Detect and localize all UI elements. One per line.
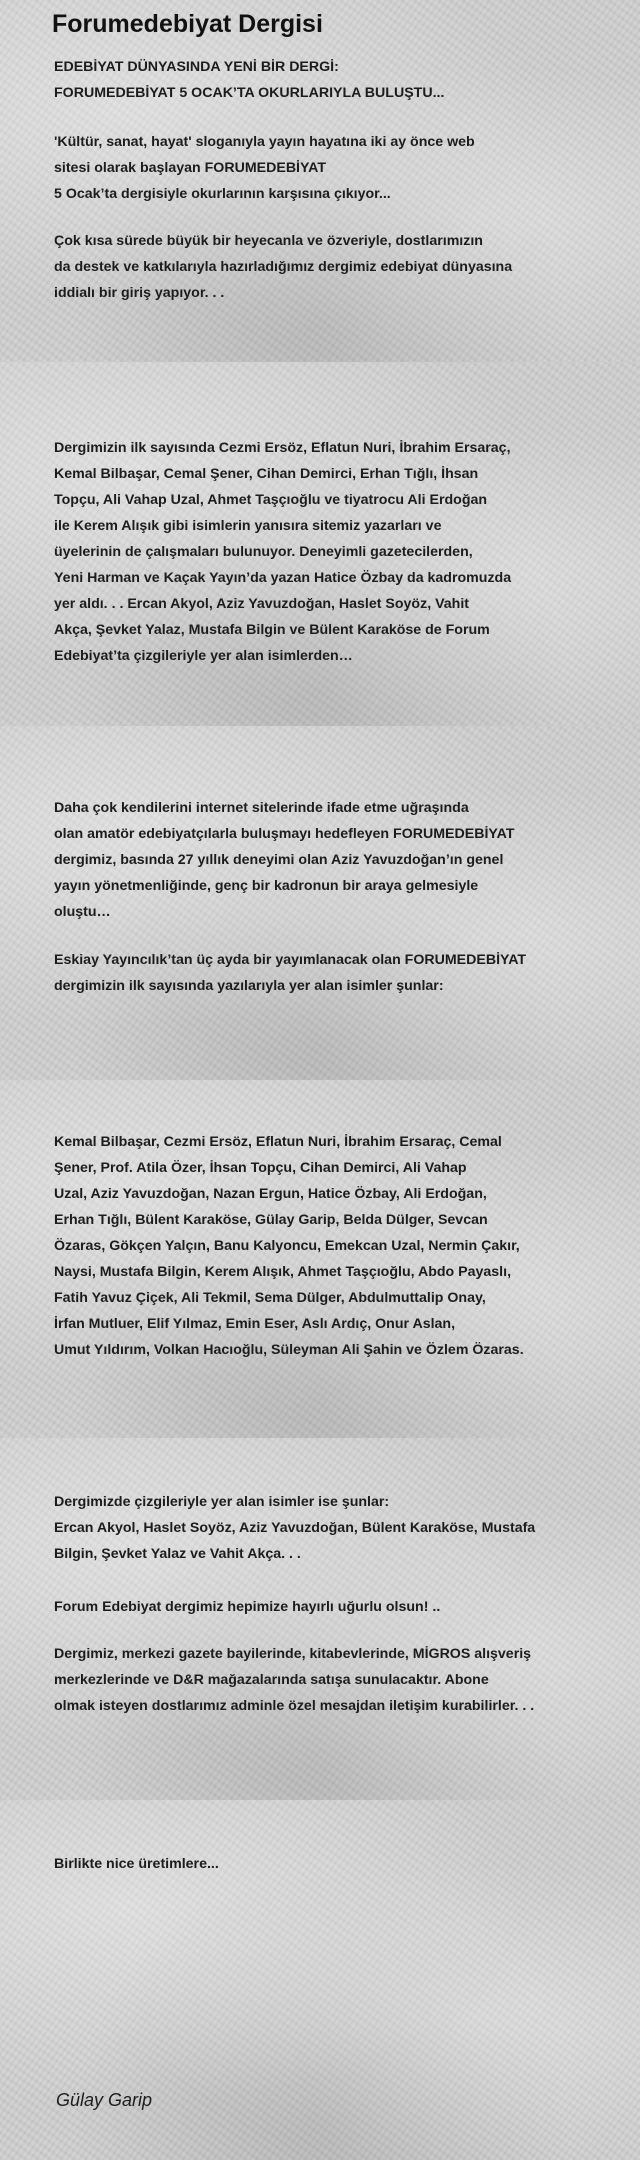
paragraph: Çok kısa sürede büyük bir heyecanla ve özveriyle, dostlarımızın da destek ve katkılarıyla hazırladığımız dergimiz edebiyat dünyasına iddialı bir giriş yapıyor. . . (54, 233, 513, 301)
paragraph: Forum Edebiyat dergimiz hepimize hayırlı uğurlu olsun! .. (54, 1599, 441, 1615)
closing-paragraph: Birlikte nice üretimlere... (54, 1856, 219, 1872)
paragraph: Dergimizin ilk sayısında Cezmi Ersöz, Eflatun Nuri, İbrahim Ersaraç, Kemal Bilbaşar, Cemal Şener, Cihan Demirci, Erhan Tığlı, İhsan Topçu, Ali Vahap Uzal, Ahmet Taşçıoğlu ve tiyatrocu Ali Erdoğan ile Kerem Alışık gibi isimlerin yanısıra sitemiz yazarları ve üyelerinin de çalışmaları bulunuyor. Deneyimli gazetecilerden, Yeni Harman ve Kaçak Yayın’da yazan Hatice Özbay da kadromuzda yer aldı. . . Ercan Akyol, Aziz Yavuzdoğan, Haslet Soyöz, Vahit Akça, Şevket Yalaz, Mustafa Bilgin ve Bülent Karaköse de Forum Edebiyat’ta çizgileriyle yer alan isimlerden… (54, 440, 512, 664)
page-title: Forumedebiyat Dergisi (52, 10, 323, 38)
author-signature: Gülay Garip (56, 2090, 153, 2110)
paragraph: Daha çok kendilerini internet sitelerinde ifade etme uğraşında olan amatör edebiyatçılarla buluşmayı hedefleyen FORUMEDEBİYAT dergimiz, basında 27 yıllık deneyimi olan Aziz Yavuzdoğan’ın genel yayın yönetmenliğinde, genç bir kadronun bir araya gelmesiyle oluştu… (54, 800, 515, 920)
illustrators-paragraph: Dergimizde çizgileriyle yer alan isimler ise şunlar: Ercan Akyol, Haslet Soyöz, Aziz Yavuzdoğan, Bülent Karaköse, Mustafa Bilgin, Şevket Yalaz ve Vahit Akça. . . (54, 1494, 536, 1562)
headline-paragraph: EDEBİYAT DÜNYASINDA YENİ BİR DERGİ: FORUMEDEBİYAT 5 OCAK’TA OKURLARIYLA BULUŞTU... (54, 59, 445, 101)
authors-list-paragraph: Kemal Bilbaşar, Cezmi Ersöz, Eflatun Nuri, İbrahim Ersaraç, Cemal Şener, Prof. Atila Özer, İhsan Topçu, Cihan Demirci, Ali Vahap Uzal, Aziz Yavuzdoğan, Nazan Ergun, Hatice Özbay, Ali Erdoğan, Erhan Tığlı, Bülent Karaköse, Gülay Garip, Belda Dülger, Sevcan Özaras, Gökçen Yalçın, Banu Kalyoncu, Emekcan Uzal, Nermin Çakır, Naysi, Mustafa Bilgin, Kerem Alışık, Ahmet Taşçıoğlu, Abdo Payaslı, Fatih Yavuz Çiçek, Ali Tekmil, Sema Dülger, Abdulmuttalip Onay, İrfan Mutluer, Elif Yılmaz, Emin Eser, Aslı Ardıç, Onur Aslan, Umut Yıldırım, Volkan Hacıoğlu, Süleyman Ali Şahin ve Özlem Özaras. (54, 1134, 524, 1358)
intro-paragraph: 'Kültür, sanat, hayat' sloganıyla yayın hayatına iki ay önce web sitesi olarak başlayan FORUMEDEBİYAT 5 Ocak’ta dergisiyle okurlarının karşısına çıkıyor... (54, 134, 475, 202)
paragraph: Eskiay Yayıncılık’tan üç ayda bir yayımlanacak olan FORUMEDEBİYAT dergimizin ilk sayısında yazılarıyla yer alan isimler şunlar: (54, 952, 527, 994)
distribution-paragraph: Dergimiz, merkezi gazete bayilerinde, kitabevlerinde, MİGROS alışveriş merkezlerinde ve D&R mağazalarında satışa sunulacaktır. Abone olmak isteyen dostlarımız adminle özel mesajdan iletişim kurabilirler. . . (54, 1646, 535, 1714)
